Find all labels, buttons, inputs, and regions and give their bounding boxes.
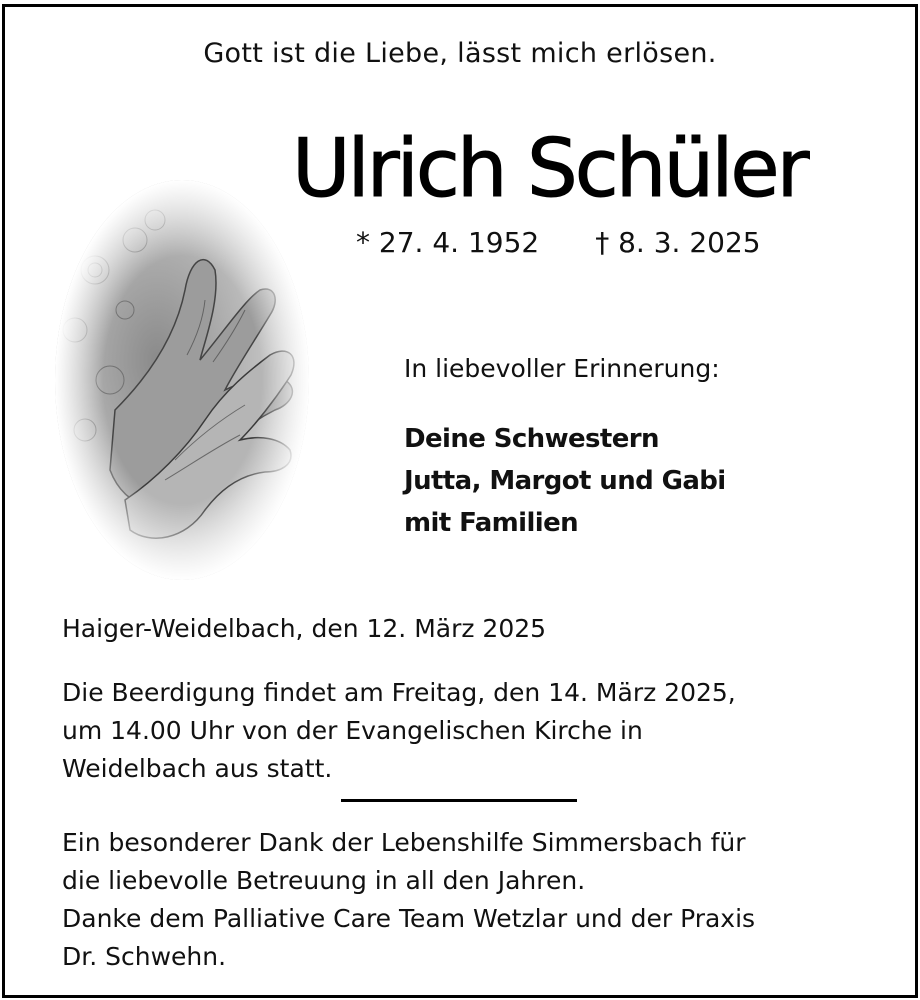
deceased-name: Ulrich Schüler <box>292 122 807 215</box>
thanks-line: Dr. Schwehn. <box>62 942 227 971</box>
mourners-line: Deine Schwestern <box>404 424 659 454</box>
remembrance-heading: In liebevoller Erinnerung: <box>404 354 720 383</box>
thanks-line: die liebevolle Betreuung in all den Jahren. <box>62 866 586 895</box>
death-date: † 8. 3. 2025 <box>595 226 761 259</box>
place-and-date: Haiger-Weidelbach, den 12. März 2025 <box>62 614 547 643</box>
thanks-text <box>62 824 892 976</box>
birth-date: * 27. 4. 1952 <box>356 226 540 259</box>
funeral-notice <box>62 674 882 788</box>
verse-text: Gott ist die Liebe, lässt mich erlösen. <box>203 38 717 69</box>
divider <box>341 799 577 802</box>
mourners-line: mit Familien <box>404 508 579 538</box>
thanks-line: Danke dem Palliative Care Team Wetzlar und der Praxis <box>62 904 756 933</box>
folded-hands-photo <box>55 180 310 580</box>
funeral-line: Weidelbach aus statt. <box>62 754 333 783</box>
life-dates <box>356 226 761 259</box>
thanks-line: Ein besonderer Dank der Lebenshilfe Simmersbach für <box>62 828 746 857</box>
funeral-line: Die Beerdigung findet am Freitag, den 14. März 2025, <box>62 678 736 707</box>
mourners-line: Jutta, Margot und Gabi <box>404 466 726 496</box>
mourners-list <box>404 418 726 544</box>
funeral-line: um 14.00 Uhr von der Evangelischen Kirche in <box>62 716 643 745</box>
